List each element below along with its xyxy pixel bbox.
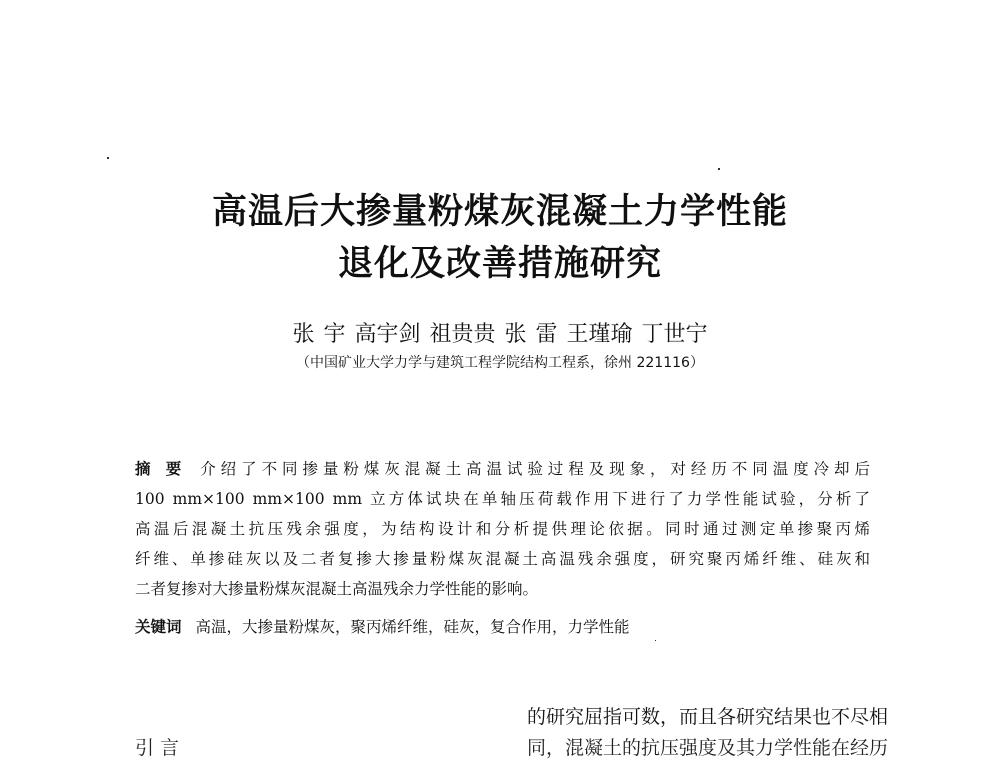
- paper-title-line-1: 高温后大掺量粉煤灰混凝土力学性能: [211, 192, 788, 232]
- keywords: [135, 612, 630, 642]
- section-heading-cropped: 引 言: [135, 737, 180, 759]
- body-text-line-cropped: 同，混凝土的抗压强度及其力学性能在经历: [527, 737, 889, 759]
- scan-speck: [655, 640, 656, 641]
- keywords-text: 高温，大掺量粉煤灰，聚丙烯纤维，硅灰，复合作用，力学性能: [195, 618, 630, 636]
- keywords-label: 关键词: [135, 618, 182, 636]
- abstract-text: 介绍了不同掺量粉煤灰混凝土高温试验过程及现象，对经历不同温度冷却后: [200, 460, 870, 478]
- abstract-line: [135, 454, 870, 484]
- abstract: [135, 454, 870, 604]
- body-text-line: 的研究屈指可数，而且各研究结果也不尽相: [527, 706, 889, 728]
- abstract-line: 100 mm×100 mm×100 mm 立方体试块在单轴压荷载作用下进行了力学性能试验，分析了: [135, 490, 870, 508]
- abstract-line: 纤维、单掺硅灰以及二者复掺大掺量粉煤灰混凝土高温残余强度，研究聚丙烯纤维、硅灰和: [135, 550, 870, 568]
- paper-title-line-2: 退化及改善措施研究: [337, 244, 662, 284]
- scan-speck: [107, 157, 109, 159]
- abstract-label: 摘 要: [135, 460, 187, 478]
- author-list: 张 宇 高宇剑 祖贵贵 张 雷 王瑾瑜 丁世宁: [292, 322, 708, 347]
- abstract-line: 高温后混凝土抗压残余强度，为结构设计和分析提供理论依据。同时通过测定单掺聚丙烯: [135, 520, 870, 538]
- abstract-line: 二者复掺对大掺量粉煤灰混凝土高温残余力学性能的影响。: [135, 580, 539, 598]
- affiliation: （中国矿业大学力学与建筑工程学院结构工程系，徐州 221116）: [296, 355, 704, 371]
- scan-speck: [718, 168, 720, 170]
